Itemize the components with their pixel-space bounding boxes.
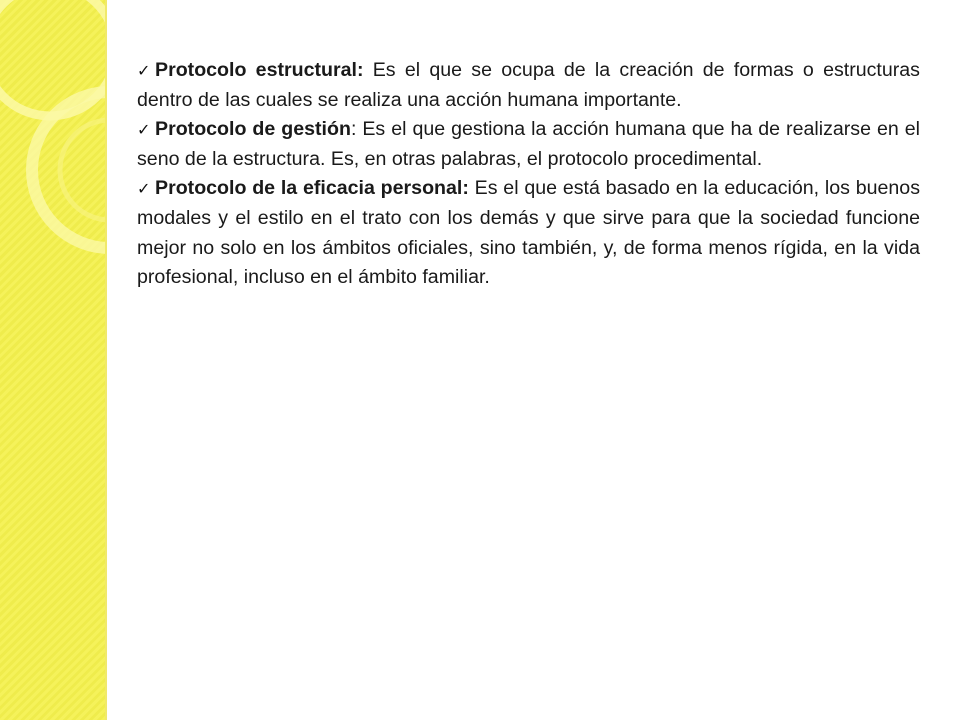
checkmark-icon: ✓ [137,120,151,140]
checkmark-icon: ✓ [137,179,151,199]
bullet-list [137,56,920,293]
decorative-side-band [0,0,107,720]
list-item [137,174,920,292]
list-item [137,115,920,174]
item-term: Protocolo estructural: [155,59,364,81]
checkmark-icon: ✓ [137,61,151,80]
item-term: Protocolo de gestión [155,118,351,141]
item-text: Es el que está basado en la educación, los buenos modales y el estilo en el trato con los demás y que sirve para que la sociedad funcione mejor no solo en los ámbitos oficiales, sino también, y, de forma menos rígida, en la vida profesional, incluso en el ámbito familiar. [137,177,920,289]
item-term: Protocolo de la eficacia personal: [155,177,469,200]
list-item [137,56,920,115]
item-text: : Es el que gestiona la acción humana que ha de realizarse en el seno de la estructura. Es, en otras palabras, el protocolo procedimental. [137,118,920,170]
decorative-arcs [0,0,107,720]
item-text: Es el que se ocupa de la creación de formas o estructuras dentro de las cuales se realiza una acción humana importante. [137,59,920,111]
